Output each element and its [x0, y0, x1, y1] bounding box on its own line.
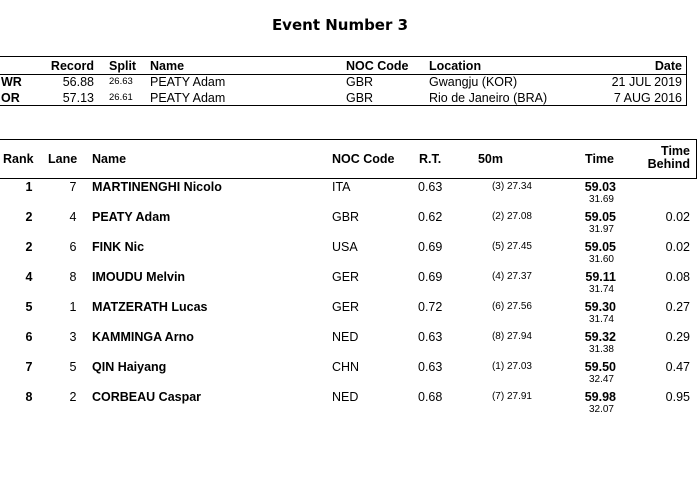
result-time: 59.03	[584, 180, 616, 194]
table-row	[0, 300, 700, 330]
result-noc: NED	[332, 330, 359, 344]
result-rank: 5	[25, 300, 33, 314]
record-date: 7 AUG 2016	[613, 91, 682, 105]
result-50m-split: (6) 27.56	[491, 301, 532, 312]
record-holder: PEATY Adam	[150, 91, 226, 105]
table-row	[0, 270, 700, 300]
result-50m-split: (5) 27.45	[491, 241, 532, 252]
record-noc: GBR	[346, 91, 374, 105]
result-reaction-time: 0.69	[418, 270, 443, 284]
result-lane: 6	[69, 240, 77, 254]
results-header-noc: NOC Code	[332, 152, 395, 166]
result-lane: 2	[69, 390, 77, 404]
result-50m-split: (1) 27.03	[491, 361, 532, 372]
result-lane: 5	[69, 360, 77, 374]
result-name: IMOUDU Melvin	[92, 270, 186, 284]
records-header	[0, 58, 686, 74]
result-rank: 1	[25, 180, 33, 194]
result-name: MARTINENGHI Nicolo	[92, 180, 222, 194]
records-header-record: Record	[50, 59, 94, 73]
result-time-behind: 0.08	[665, 270, 690, 284]
result-second-split: 31.69	[588, 194, 614, 205]
result-noc: ITA	[332, 180, 351, 194]
result-reaction-time: 0.69	[418, 240, 443, 254]
records-header-noc: NOC Code	[346, 59, 409, 73]
result-second-split: 31.38	[588, 344, 614, 355]
result-second-split: 32.47	[588, 374, 614, 385]
result-lane: 7	[69, 180, 77, 194]
result-rank: 2	[25, 240, 33, 254]
records-header-location: Location	[429, 59, 482, 73]
result-second-split: 31.74	[588, 314, 614, 325]
result-50m-split: (3) 27.34	[491, 181, 532, 192]
record-split: 26.61	[109, 92, 133, 103]
result-time-behind: 0.47	[665, 360, 690, 374]
record-row-or	[0, 90, 686, 106]
result-rank: 7	[25, 360, 33, 374]
result-time-behind: 0.02	[665, 240, 690, 254]
record-code: WR	[1, 75, 22, 89]
table-row	[0, 210, 700, 240]
result-time-behind: 0.95	[665, 390, 690, 404]
table-row	[0, 360, 700, 390]
result-50m-split: (4) 27.37	[491, 271, 532, 282]
result-rank: 8	[25, 390, 33, 404]
result-50m-split: (7) 27.91	[491, 391, 532, 402]
result-reaction-time: 0.63	[418, 330, 443, 344]
result-rank: 2	[25, 210, 33, 224]
results-header-rt: R.T.	[419, 152, 442, 166]
record-date: 21 JUL 2019	[611, 75, 682, 89]
result-second-split: 31.60	[588, 254, 614, 265]
record-time: 57.13	[62, 91, 94, 105]
result-50m-split: (8) 27.94	[491, 331, 532, 342]
record-location: Gwangju (KOR)	[429, 75, 518, 89]
result-noc: GER	[332, 300, 360, 314]
result-noc: CHN	[332, 360, 360, 374]
results-header-behind-line2: Behind	[647, 157, 690, 171]
result-time: 59.30	[584, 300, 616, 314]
table-row	[0, 180, 700, 210]
result-time-behind: 0.29	[665, 330, 690, 344]
result-name: CORBEAU Caspar	[92, 390, 202, 404]
results-header-behind-line1: Time	[661, 144, 690, 158]
result-50m-split: (2) 27.08	[491, 211, 532, 222]
results-header	[0, 139, 697, 179]
record-row-wr	[0, 74, 686, 90]
result-name: QIN Haiyang	[92, 360, 167, 374]
table-row	[0, 330, 700, 360]
result-time: 59.11	[585, 270, 616, 284]
result-lane: 3	[69, 330, 77, 344]
result-reaction-time: 0.63	[418, 360, 443, 374]
result-lane: 4	[69, 210, 77, 224]
result-time: 59.05	[584, 240, 616, 254]
record-holder: PEATY Adam	[150, 75, 226, 89]
results-header-rank: Rank	[3, 152, 34, 166]
record-code: OR	[1, 91, 20, 105]
result-time: 59.05	[584, 210, 616, 224]
records-table	[0, 56, 687, 106]
result-time-behind: 0.27	[665, 300, 690, 314]
result-name: KAMMINGA Arno	[92, 330, 194, 344]
result-lane: 1	[69, 300, 77, 314]
event-title: Event Number 3	[271, 16, 409, 34]
results-header-time-behind	[648, 145, 690, 171]
result-noc: USA	[332, 240, 358, 254]
records-header-split: Split	[109, 59, 137, 73]
table-row	[0, 390, 700, 420]
result-noc: NED	[332, 390, 359, 404]
record-noc: GBR	[346, 75, 374, 89]
results-header-lane: Lane	[48, 152, 78, 166]
result-rank: 4	[25, 270, 33, 284]
result-second-split: 31.74	[588, 284, 614, 295]
record-time: 56.88	[62, 75, 94, 89]
result-lane: 8	[69, 270, 77, 284]
result-noc: GBR	[332, 210, 360, 224]
result-time: 59.32	[584, 330, 616, 344]
result-reaction-time: 0.62	[418, 210, 443, 224]
result-reaction-time: 0.68	[418, 390, 443, 404]
result-name: PEATY Adam	[92, 210, 171, 224]
result-second-split: 32.07	[588, 404, 614, 415]
results-header-time: Time	[585, 152, 614, 166]
result-name: FINK Nic	[92, 240, 145, 254]
result-time: 59.98	[584, 390, 616, 404]
table-row	[0, 240, 700, 270]
record-split: 26.63	[109, 76, 133, 87]
records-header-name: Name	[150, 59, 185, 73]
record-location: Rio de Janeiro (BRA)	[429, 91, 548, 105]
result-reaction-time: 0.63	[418, 180, 443, 194]
results-header-name: Name	[92, 152, 127, 166]
records-header-date: Date	[654, 59, 682, 73]
result-noc: GER	[332, 270, 360, 284]
result-time-behind: 0.02	[665, 210, 690, 224]
result-second-split: 31.97	[588, 224, 614, 235]
result-name: MATZERATH Lucas	[92, 300, 208, 314]
result-reaction-time: 0.72	[418, 300, 443, 314]
results-header-50m: 50m	[477, 152, 503, 166]
result-time: 59.50	[584, 360, 616, 374]
result-rank: 6	[25, 330, 33, 344]
